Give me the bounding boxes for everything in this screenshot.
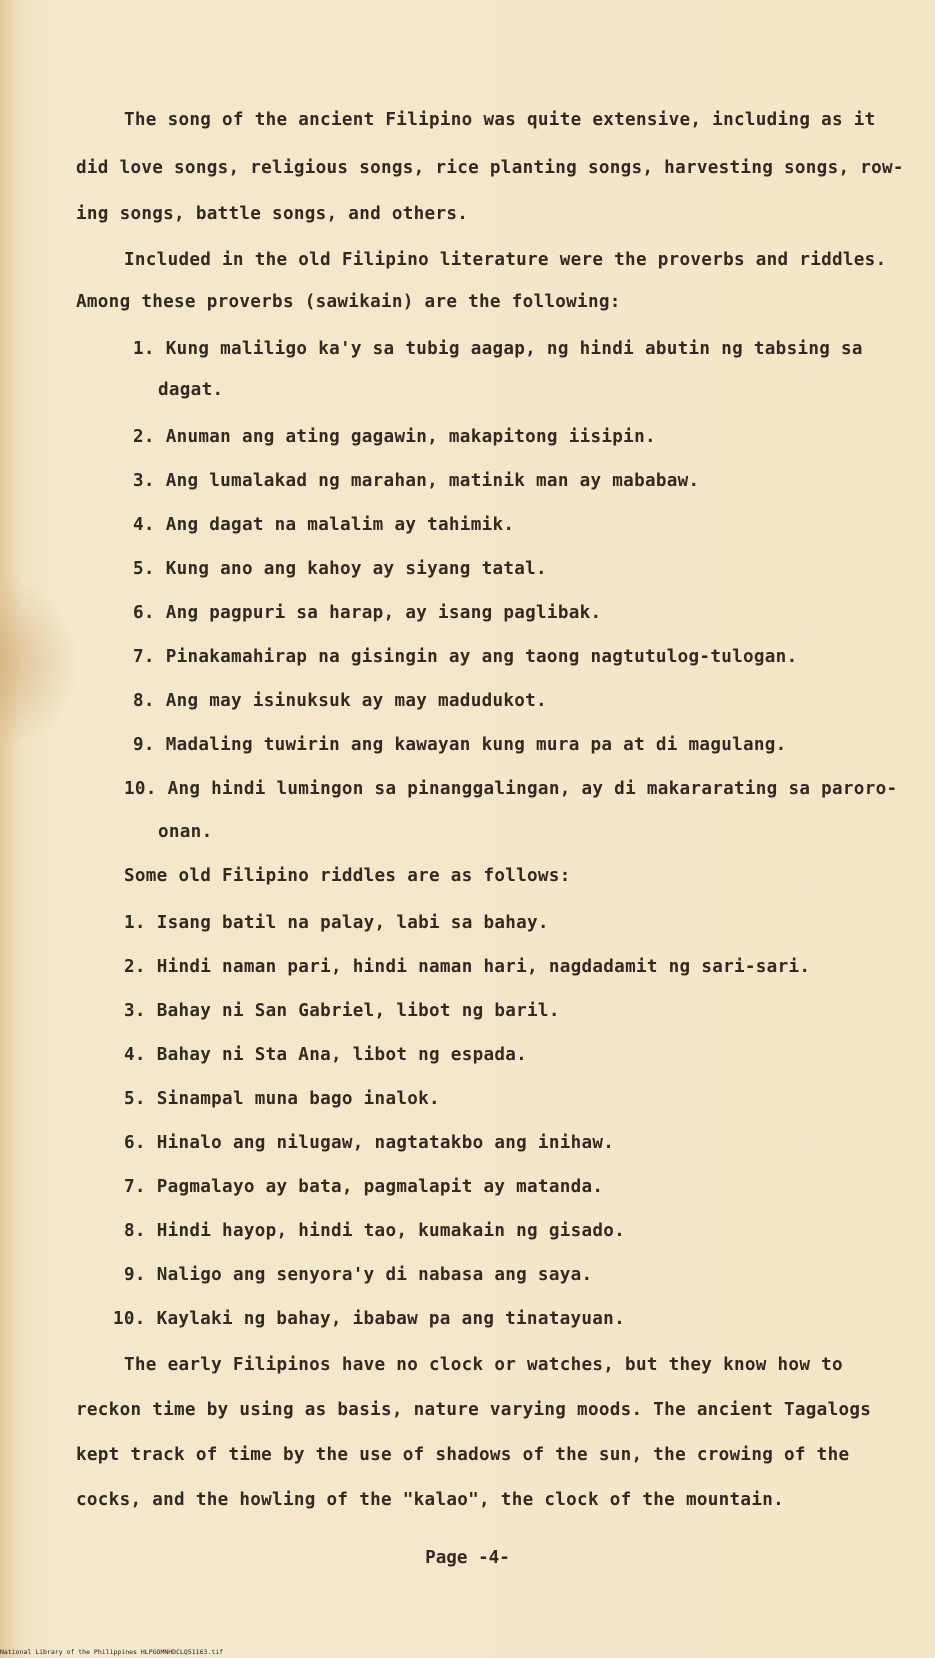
riddle-item (124, 1219, 625, 1243)
page-number: Page -4- (425, 1548, 510, 1568)
proverb-item (133, 425, 656, 449)
riddle-item (124, 911, 549, 935)
riddle-number: 8. (124, 1221, 146, 1241)
intro-line: The song of the ancient Filipino was quite extensive, including as it (124, 110, 876, 130)
proverb-item (133, 469, 699, 493)
riddle-number: 2. (124, 957, 146, 977)
riddle-number: 1. (124, 913, 146, 933)
riddle-text: Hindi naman pari, hindi naman hari, nagdadamit ng sari-sari. (156, 957, 811, 977)
proverb-number: 1. (133, 339, 155, 359)
riddle-number: 6. (124, 1133, 146, 1153)
proverb-text: Anuman ang ating gagawin, makapitong iisipin. (165, 427, 656, 447)
riddle-item (124, 1131, 614, 1155)
riddle-item (124, 1043, 527, 1067)
riddle-number: 3. (124, 1001, 146, 1021)
riddle-item (113, 1307, 625, 1331)
riddle-number: 10. (113, 1309, 146, 1329)
proverb-item (133, 513, 514, 537)
proverb-number: 10. (124, 779, 157, 799)
riddle-number: 5. (124, 1089, 146, 1109)
proverb-number: 5. (133, 559, 155, 579)
proverb-text: Kung ano ang kahoy ay siyang tatal. (165, 559, 547, 579)
riddle-number: 9. (124, 1265, 146, 1285)
proverb-number: 4. (133, 515, 155, 535)
proverb-text: Ang may isinuksuk ay may madudukot. (165, 691, 547, 711)
riddle-text: Hindi hayop, hindi tao, kumakain ng gisado. (156, 1221, 626, 1241)
riddle-text: Naligo ang senyora'y di nabasa ang saya. (156, 1265, 593, 1285)
proverbs-intro-line: Included in the old Filipino literature were the proverbs and riddles. (124, 250, 887, 270)
closing-line: reckon time by using as basis, nature varying moods. The ancient Tagalogs (76, 1400, 872, 1420)
riddle-text: Isang batil na palay, labi sa bahay. (156, 913, 549, 933)
proverb-number: 8. (133, 691, 155, 711)
proverb-item (133, 733, 787, 757)
proverb-item (133, 557, 547, 581)
proverb-text: Ang hindi lumingon sa pinanggalingan, ay di makararating sa paroro- (167, 779, 898, 799)
riddle-item (124, 955, 810, 979)
scan-credit: National Library of the Philippines HLPGOMNHDCLQ51163.tif (0, 1648, 224, 1656)
proverb-item (133, 601, 601, 625)
proverb-item (124, 777, 897, 801)
proverb-text: Pinakamahirap na gisingin ay ang taong nagtutulog-tulogan. (165, 647, 798, 667)
proverb-continuation: onan. (158, 822, 213, 842)
proverb-number: 6. (133, 603, 155, 623)
proverb-number: 7. (133, 647, 155, 667)
proverb-number: 3. (133, 471, 155, 491)
riddle-item (124, 1263, 592, 1287)
riddle-item (124, 999, 560, 1023)
proverb-continuation: dagat. (158, 380, 224, 400)
riddle-number: 4. (124, 1045, 146, 1065)
riddles-intro: Some old Filipino riddles are as follows: (124, 866, 571, 886)
proverb-number: 2. (133, 427, 155, 447)
proverb-text: Kung maliligo ka'y sa tubig aagap, ng hindi abutin ng tabsing sa (165, 339, 863, 359)
riddle-item (124, 1087, 440, 1111)
riddle-text: Sinampal muna bago inalok. (156, 1089, 440, 1109)
proverb-text: Ang lumalakad ng marahan, matinik man ay mababaw. (165, 471, 700, 491)
proverb-item (133, 337, 863, 361)
riddle-text: Pagmalayo ay bata, pagmalapit ay matanda. (156, 1177, 604, 1197)
proverb-number: 9. (133, 735, 155, 755)
riddle-text: Kaylaki ng bahay, ibabaw pa ang tinatayuan. (156, 1309, 625, 1329)
intro-line: did love songs, religious songs, rice planting songs, harvesting songs, row- (76, 158, 904, 178)
proverb-text: Ang pagpuri sa harap, ay isang paglibak. (165, 603, 602, 623)
riddle-text: Bahay ni San Gabriel, libot ng baril. (156, 1001, 560, 1021)
intro-line: ing songs, battle songs, and others. (76, 204, 469, 224)
riddle-text: Bahay ni Sta Ana, libot ng espada. (156, 1045, 528, 1065)
proverb-text: Madaling tuwirin ang kawayan kung mura pa at di magulang. (165, 735, 787, 755)
closing-line: cocks, and the howling of the "kalao", the clock of the mountain. (76, 1490, 785, 1510)
proverb-text: Ang dagat na malalim ay tahimik. (165, 515, 515, 535)
closing-line: kept track of time by the use of shadows of the sun, the crowing of the (76, 1445, 850, 1465)
proverb-item (133, 645, 797, 669)
proverb-item (133, 689, 547, 713)
riddle-number: 7. (124, 1177, 146, 1197)
riddle-item (124, 1175, 603, 1199)
riddle-text: Hinalo ang nilugaw, nagtatakbo ang inihaw. (156, 1133, 615, 1153)
closing-line: The early Filipinos have no clock or watches, but they know how to (124, 1355, 843, 1375)
proverbs-intro-line: Among these proverbs (sawikain) are the following: (76, 292, 621, 312)
